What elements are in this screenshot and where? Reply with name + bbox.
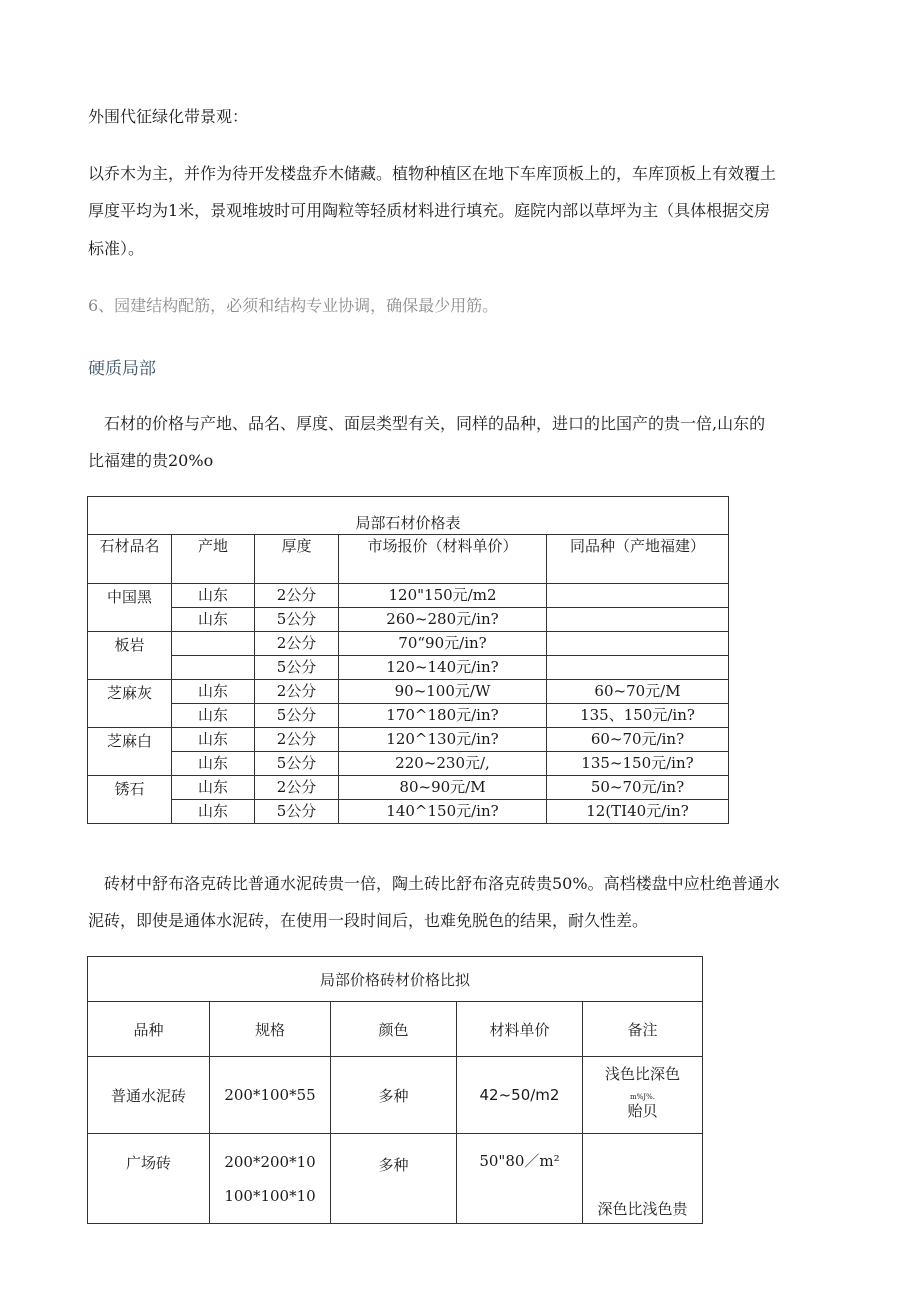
fujian-cell: 50~70元/in?: [547, 776, 729, 800]
origin-cell: 山东: [172, 752, 255, 776]
note-cell: 深色比浅色贵: [583, 1134, 703, 1224]
origin-cell: [172, 632, 255, 656]
price-cell: 90~100元/W: [339, 680, 547, 704]
thickness-cell: 5公分: [255, 608, 339, 632]
price-cell: 80~90元/M: [339, 776, 547, 800]
origin-cell: 山东: [172, 680, 255, 704]
stone-name: 芝麻白: [88, 728, 172, 776]
price-cell: 120~140元/in?: [339, 656, 547, 680]
column-header: 品种: [88, 1002, 210, 1057]
table-row: [88, 584, 729, 608]
paragraph-line: 标准）。: [88, 239, 145, 258]
color-cell: 多种: [331, 1134, 457, 1224]
paragraph-line: 砖材中舒布洛克砖比普通水泥砖贵一倍，陶土砖比舒布洛克砖贵50%。高档楼盘中应杜绝普通水: [104, 874, 780, 893]
origin-cell: 山东: [172, 800, 255, 824]
note-small-text: m%J%.: [630, 1093, 655, 1101]
spec-value: 100*100*10: [224, 1187, 316, 1205]
column-header: 规格: [210, 1002, 331, 1057]
table-row: [88, 728, 729, 752]
stone-name: 中国黑: [88, 584, 172, 632]
origin-cell: [172, 656, 255, 680]
price-cell: 140^150元/in?: [339, 800, 547, 824]
thickness-cell: 2公分: [255, 632, 339, 656]
price-cell: 50"80／m²: [457, 1134, 583, 1224]
fujian-cell: [547, 656, 729, 680]
spec-cell: [210, 1134, 331, 1224]
price-cell: 120^130元/in?: [339, 728, 547, 752]
table-row: [88, 608, 729, 632]
table-header-row: [88, 535, 729, 584]
brick-name: 普通水泥砖: [88, 1057, 210, 1134]
section-heading: 硬质局部: [88, 359, 156, 379]
paragraph-line: 比福建的贵20%o: [88, 451, 214, 470]
column-header: 石材品名: [88, 535, 172, 584]
stone-name: 锈石: [88, 776, 172, 824]
price-cell: 170^180元/in?: [339, 704, 547, 728]
thickness-cell: 2公分: [255, 776, 339, 800]
table-row: [88, 776, 729, 800]
column-header: 市场报价（材料单价）: [339, 535, 547, 584]
table-header-row: [88, 1002, 703, 1057]
thickness-cell: 5公分: [255, 656, 339, 680]
thickness-cell: 5公分: [255, 800, 339, 824]
fujian-cell: 135、150元/in?: [547, 704, 729, 728]
price-cell: 42~50∕m2: [457, 1057, 583, 1134]
column-header: 产地: [172, 535, 255, 584]
table-title: 局部价格砖材价格比拟: [88, 957, 703, 1002]
brick-name: 广场砖: [88, 1134, 210, 1224]
note-text: 贻贝: [627, 1102, 658, 1120]
column-header: 同品种（产地福建）: [547, 535, 729, 584]
price-cell: 70“90元/in?: [339, 632, 547, 656]
fujian-cell: [547, 608, 729, 632]
origin-cell: 山东: [172, 728, 255, 752]
thickness-cell: 2公分: [255, 584, 339, 608]
table-row: [88, 656, 729, 680]
spec-value: 200*200*10: [224, 1153, 316, 1171]
fujian-cell: [547, 632, 729, 656]
note-cell: [583, 1057, 703, 1134]
paragraph-line: 以乔木为主，并作为待开发楼盘乔木储藏。植物种植区在地下车库顶板上的，车库顶板上有效覆土: [88, 164, 777, 183]
table-row: [88, 800, 729, 824]
origin-cell: 山东: [172, 704, 255, 728]
table-title: 局部石材价格表: [88, 497, 729, 535]
thickness-cell: 2公分: [255, 728, 339, 752]
table-row: [88, 704, 729, 728]
item-6: 6、园建结构配筋，必须和结构专业协调，确保最少用筋。: [88, 296, 499, 315]
paragraph-line: 厚度平均为1米，景观堆坡时可用陶粒等轻质材料进行填充。庭院内部以草坪为主（具体根据交房: [88, 201, 771, 220]
price-cell: 120"150元/m2: [339, 584, 547, 608]
origin-cell: 山东: [172, 584, 255, 608]
section-label-greenbelt: 外围代征绿化带景观：: [88, 107, 249, 126]
thickness-cell: 5公分: [255, 752, 339, 776]
fujian-cell: 60~70元/M: [547, 680, 729, 704]
thickness-cell: 2公分: [255, 680, 339, 704]
stone-price-table: [87, 496, 729, 824]
column-header: 材料单价: [457, 1002, 583, 1057]
table-row: [88, 1134, 703, 1224]
column-header: 备注: [583, 1002, 703, 1057]
price-cell: 260~280元/in?: [339, 608, 547, 632]
table-row: [88, 752, 729, 776]
brick-price-table: [87, 956, 703, 1224]
fujian-cell: [547, 584, 729, 608]
stone-name: 板岩: [88, 632, 172, 680]
paragraph-line: 石材的价格与产地、品名、厚度、面层类型有关，同样的品种，进口的比国产的贵一倍,山东的: [104, 414, 766, 433]
table-row: [88, 632, 729, 656]
stone-name: 芝麻灰: [88, 680, 172, 728]
column-header: 颜色: [331, 1002, 457, 1057]
paragraph-line: 泥砖，即使是通体水泥砖，在使用一段时间后，也难免脱色的结果，耐久性差。: [88, 911, 649, 930]
fujian-cell: 12(TI40元/in?: [547, 800, 729, 824]
color-cell: 多种: [331, 1057, 457, 1134]
origin-cell: 山东: [172, 776, 255, 800]
note-text: 浅色比深色: [604, 1065, 680, 1083]
spec-cell: 200*100*55: [210, 1057, 331, 1134]
origin-cell: 山东: [172, 608, 255, 632]
fujian-cell: 60~70元/in?: [547, 728, 729, 752]
table-row: [88, 680, 729, 704]
fujian-cell: 135~150元/in?: [547, 752, 729, 776]
price-cell: 220~230元/,: [339, 752, 547, 776]
thickness-cell: 5公分: [255, 704, 339, 728]
table-row: [88, 1057, 703, 1134]
column-header: 厚度: [255, 535, 339, 584]
